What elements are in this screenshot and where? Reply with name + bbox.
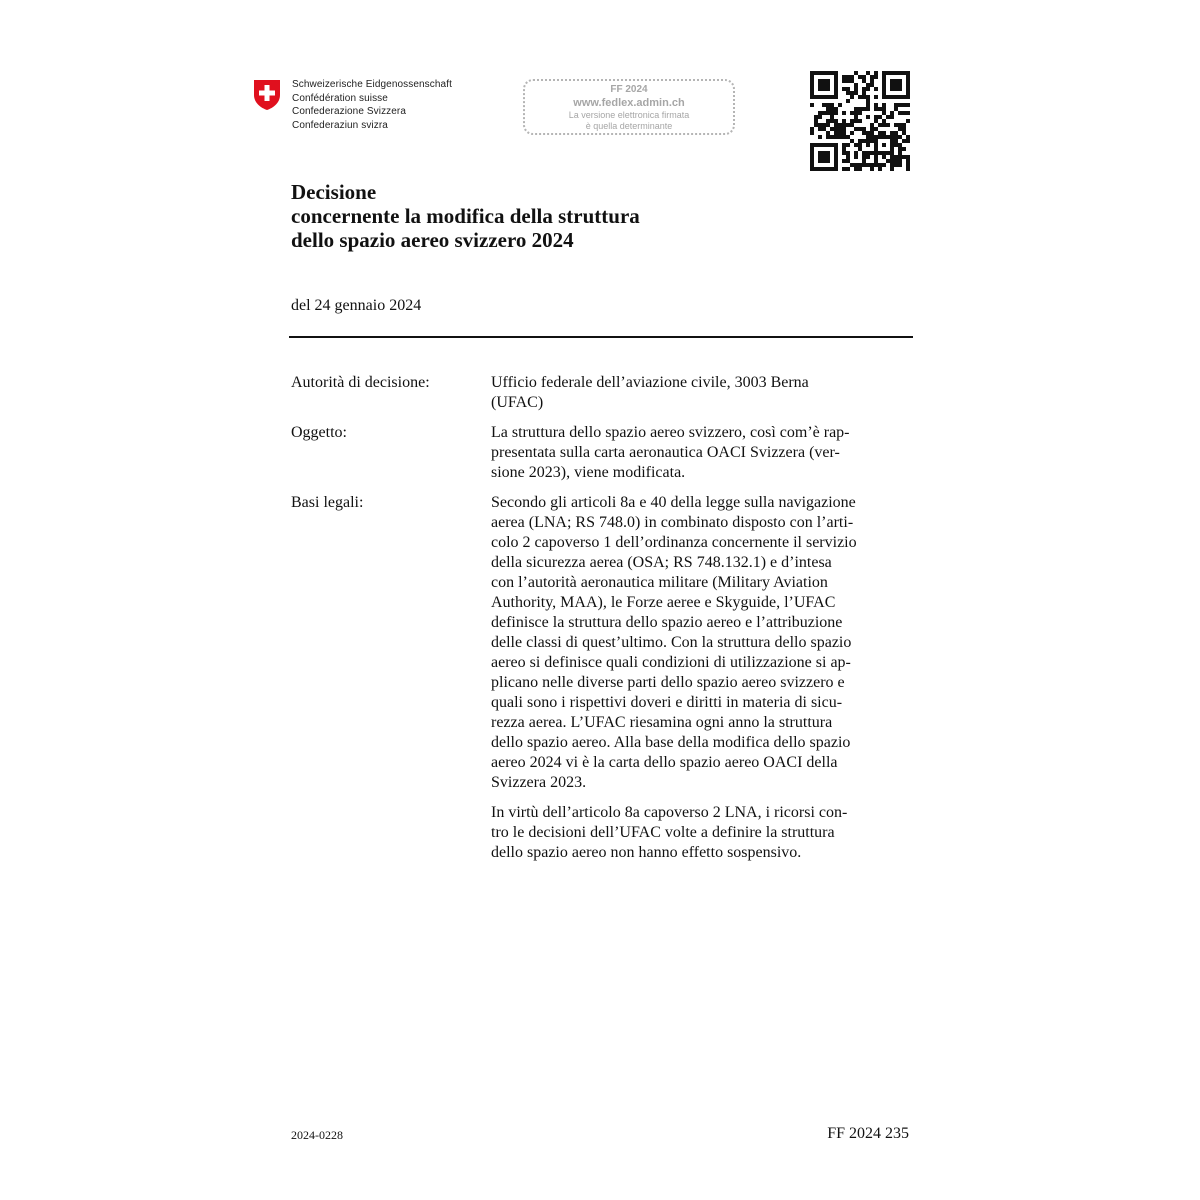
legal-basis-desc [491,493,911,863]
stamp-line-3: La versione elettronica firmata [568,110,690,120]
legal-line: aereo si definisce quali condizioni di utilizzazione si ap- [491,654,851,671]
subject-desc [491,423,911,483]
legal-line: rezza aerea. L’UFAC riesamina ogni anno la struttura [491,714,833,731]
legal-basis-term: Basi legali: [291,494,364,511]
federal-name-fr: Confédération suisse [292,92,388,104]
stamp-line-4: è quella determinante [585,121,673,131]
legal-line: quali sono i rispettivi doveri e diritti in materia di sicu- [491,694,843,711]
subject-line: La struttura dello spazio aereo svizzero, così com’è rap- [491,424,850,441]
electronic-signature-stamp [523,79,735,135]
subject-line: sione 2023), viene modificata. [491,464,686,481]
authority-term: Autorità di decisione: [291,374,430,391]
ff-reference: FF 2024 235 [827,1125,909,1142]
decision-details [291,373,911,873]
authority-desc [491,373,911,413]
legal-line: Secondo gli articoli 8a e 40 della legge sulla navigazione [491,494,856,511]
title-line-3: dello spazio aereo svizzero 2024 [291,228,574,252]
legal-line: tro le decisioni dell’UFAC volte a definire la struttura [491,824,835,841]
legal-line: definisce la struttura dello spazio aereo e l’attribuzione [491,614,843,631]
legal-line: plicano nelle diverse parti dello spazio aereo svizzero e [491,674,845,691]
federal-name-de: Schweizerische Eidgenossenschaft [292,79,452,90]
document-title [291,180,640,252]
document-date: del 24 gennaio 2024 [291,297,422,314]
federal-names [292,78,452,132]
title-line-2: concernente la modifica della struttura [291,204,640,228]
legal-line: Authority, MAA), le Forze aeree e Skyguide, l’UFAC [491,594,836,611]
legal-line: colo 2 capoverso 1 dell’ordinanza concernente il servizio [491,534,857,551]
legal-line: con l’autorità aeronautica militare (Military Aviation [491,574,828,591]
horizontal-rule [289,336,913,338]
legal-paragraph-2 [491,803,911,863]
legal-line: dello spazio aereo. Alla base della modifica dello spazio [491,734,851,751]
subject-term: Oggetto: [291,424,347,441]
stamp-line-1: FF 2024 [610,84,648,95]
stamp-line-2: www.fedlex.admin.ch [573,97,685,109]
legal-line: aerea (LNA; RS 748.0) in combinato disposto con l’arti- [491,514,854,531]
title-line-1: Decisione [291,180,377,204]
document-id: 2024-0228 [291,1128,343,1142]
qr-code-icon [810,71,910,171]
legal-line: In virtù dell’articolo 8a capoverso 2 LNA, i ricorsi con- [491,804,848,821]
federal-name-rm: Confederaziun svizra [292,119,388,131]
subject-line: presentata sulla carta aeronautica OACI Svizzera (ver- [491,444,840,461]
legal-line: Svizzera 2023. [491,774,587,791]
legal-line: dello spazio aereo non hanno effetto sospensivo. [491,844,802,861]
legal-line: aereo 2024 vi è la carta dello spazio aereo OACI della [491,754,838,771]
legal-paragraph-1 [491,493,911,793]
authority-line: Ufficio federale dell’aviazione civile, 3003 Berna [491,374,809,391]
legal-line: delle classi di quest’ultimo. Con la struttura dello spazio [491,634,852,651]
federal-name-it: Confederazione Svizzera [292,106,407,117]
legal-basis-row [291,493,911,863]
authority-line: (UFAC) [491,394,544,411]
authority-row [291,373,911,413]
federal-logo [253,78,452,132]
legal-line: della sicurezza aerea (OSA; RS 748.132.1) e d’intesa [491,554,832,571]
swiss-cross-shield-icon [253,79,281,111]
subject-row [291,423,911,483]
